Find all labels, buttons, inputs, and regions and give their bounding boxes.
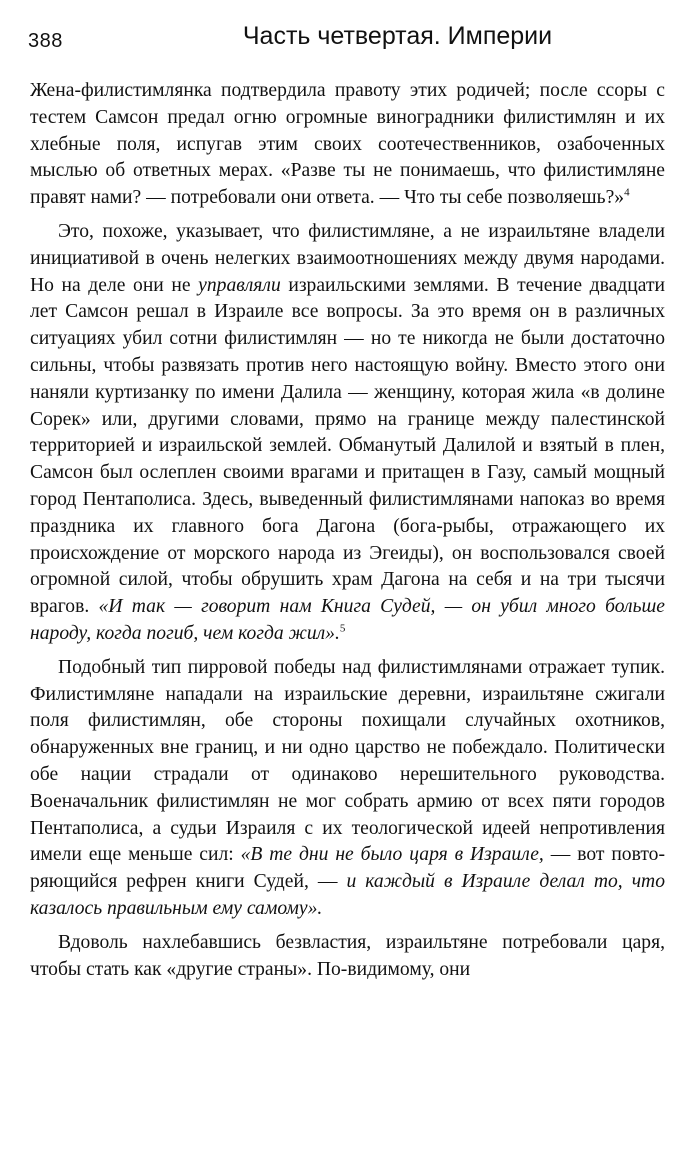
paragraph-2-text-b: израильскими землями. В течение двадцати лет Самсон решал в Израиле все вопросы. За это время он в различных ситуациях убил сотни филистимлян — но те никогда не были достаточно сильны, чтобы развязать против него настоящую войну. Вместо этого они наняли куртизанку по имени Далила — женщину, которая жила «в долине Сорек» или, другими словами, прямо на границе между палестинской территорией и израильской землей. Обманутый Далилой и взятый в плен, Самсон был ослеплен своими врагами и притащен в Газу, самый мощный город Пентаполиса. Здесь, выведенный филистимлянами напоказ во время праздника их главного бога Дагона (бога-рыбы, отражающего их происхождение от морского народа из Эгеиды), он воспользовался своей огромной силой, чтобы обрушить храм Дагона на себя и на три тысячи врагов. xyxy=(30,274,665,618)
paragraph-2 xyxy=(30,219,665,648)
running-title: Часть четвертая. Империи xyxy=(242,22,553,50)
paragraph-4-text: Вдоволь нахлебавшись безвластия, израильтяне потребовали царя, чтобы стать как «другие страны». По-видимому, они xyxy=(30,931,665,980)
paragraph-2-quote: «И так — говорит нам Книга Судей, — он убил много больше народу, когда погиб, чем когда жил». xyxy=(30,596,665,644)
paragraph-2-emphasis-1: управляли xyxy=(198,274,281,296)
paragraph-3-text-b: — вот повторяющийся рефрен книги Судей, — xyxy=(30,844,665,893)
paragraph-1 xyxy=(30,78,665,212)
paragraph-3-text-a: Подобный тип пирровой победы над филистимлянами отражает тупик. Филистимляне нападали на израильские деревни, израильтяне сжигали поля филистимлян, обе стороны похищали случайных охотников, обнаруженных вне границ, и ни одно царство не побеждало. Политически обе нации страдали от одинаково нерешительного руководства. Военачальник филистимлян не мог собрать армию от всех пяти городов Пентаполиса, а судьи Израиля с их теологической идеей непротивления имели еще меньше сил: xyxy=(30,656,665,866)
page-header xyxy=(28,20,665,60)
paragraph-1-text: Жена-филистимлянка подтвердила правоту этих родичей; после ссоры с тестем Самсон предал огню огромные виноградники филистимлян и их хлебные поля, испугав этим своих соотечественников, озабоченных мыслью об ответных мерах. «Разве ты не понимаешь, что филистимляне правят нами? — потребовали они ответа. — Что ты себе позволяешь?» xyxy=(30,80,665,209)
paragraph-4 xyxy=(30,930,665,984)
page-number: 388 xyxy=(28,30,63,52)
body-text xyxy=(30,78,665,983)
paragraph-3-quote-1: «В те дни не было царя в Израиле, xyxy=(240,844,544,866)
footnote-ref-5[interactable]: 5 xyxy=(339,622,346,635)
paragraph-3 xyxy=(30,655,665,923)
paragraph-3-quote-2: и каждый в Израиле делал то, что казалось правильным ему самому». xyxy=(30,871,665,919)
paragraph-2-text-a: Это, похоже, указывает, что филистимляне, а не израильтяне владели инициативой в очень нелегких взаимоотношениях между двумя народами. Но на деле они не xyxy=(30,220,665,296)
footnote-ref-4[interactable]: 4 xyxy=(624,186,630,199)
